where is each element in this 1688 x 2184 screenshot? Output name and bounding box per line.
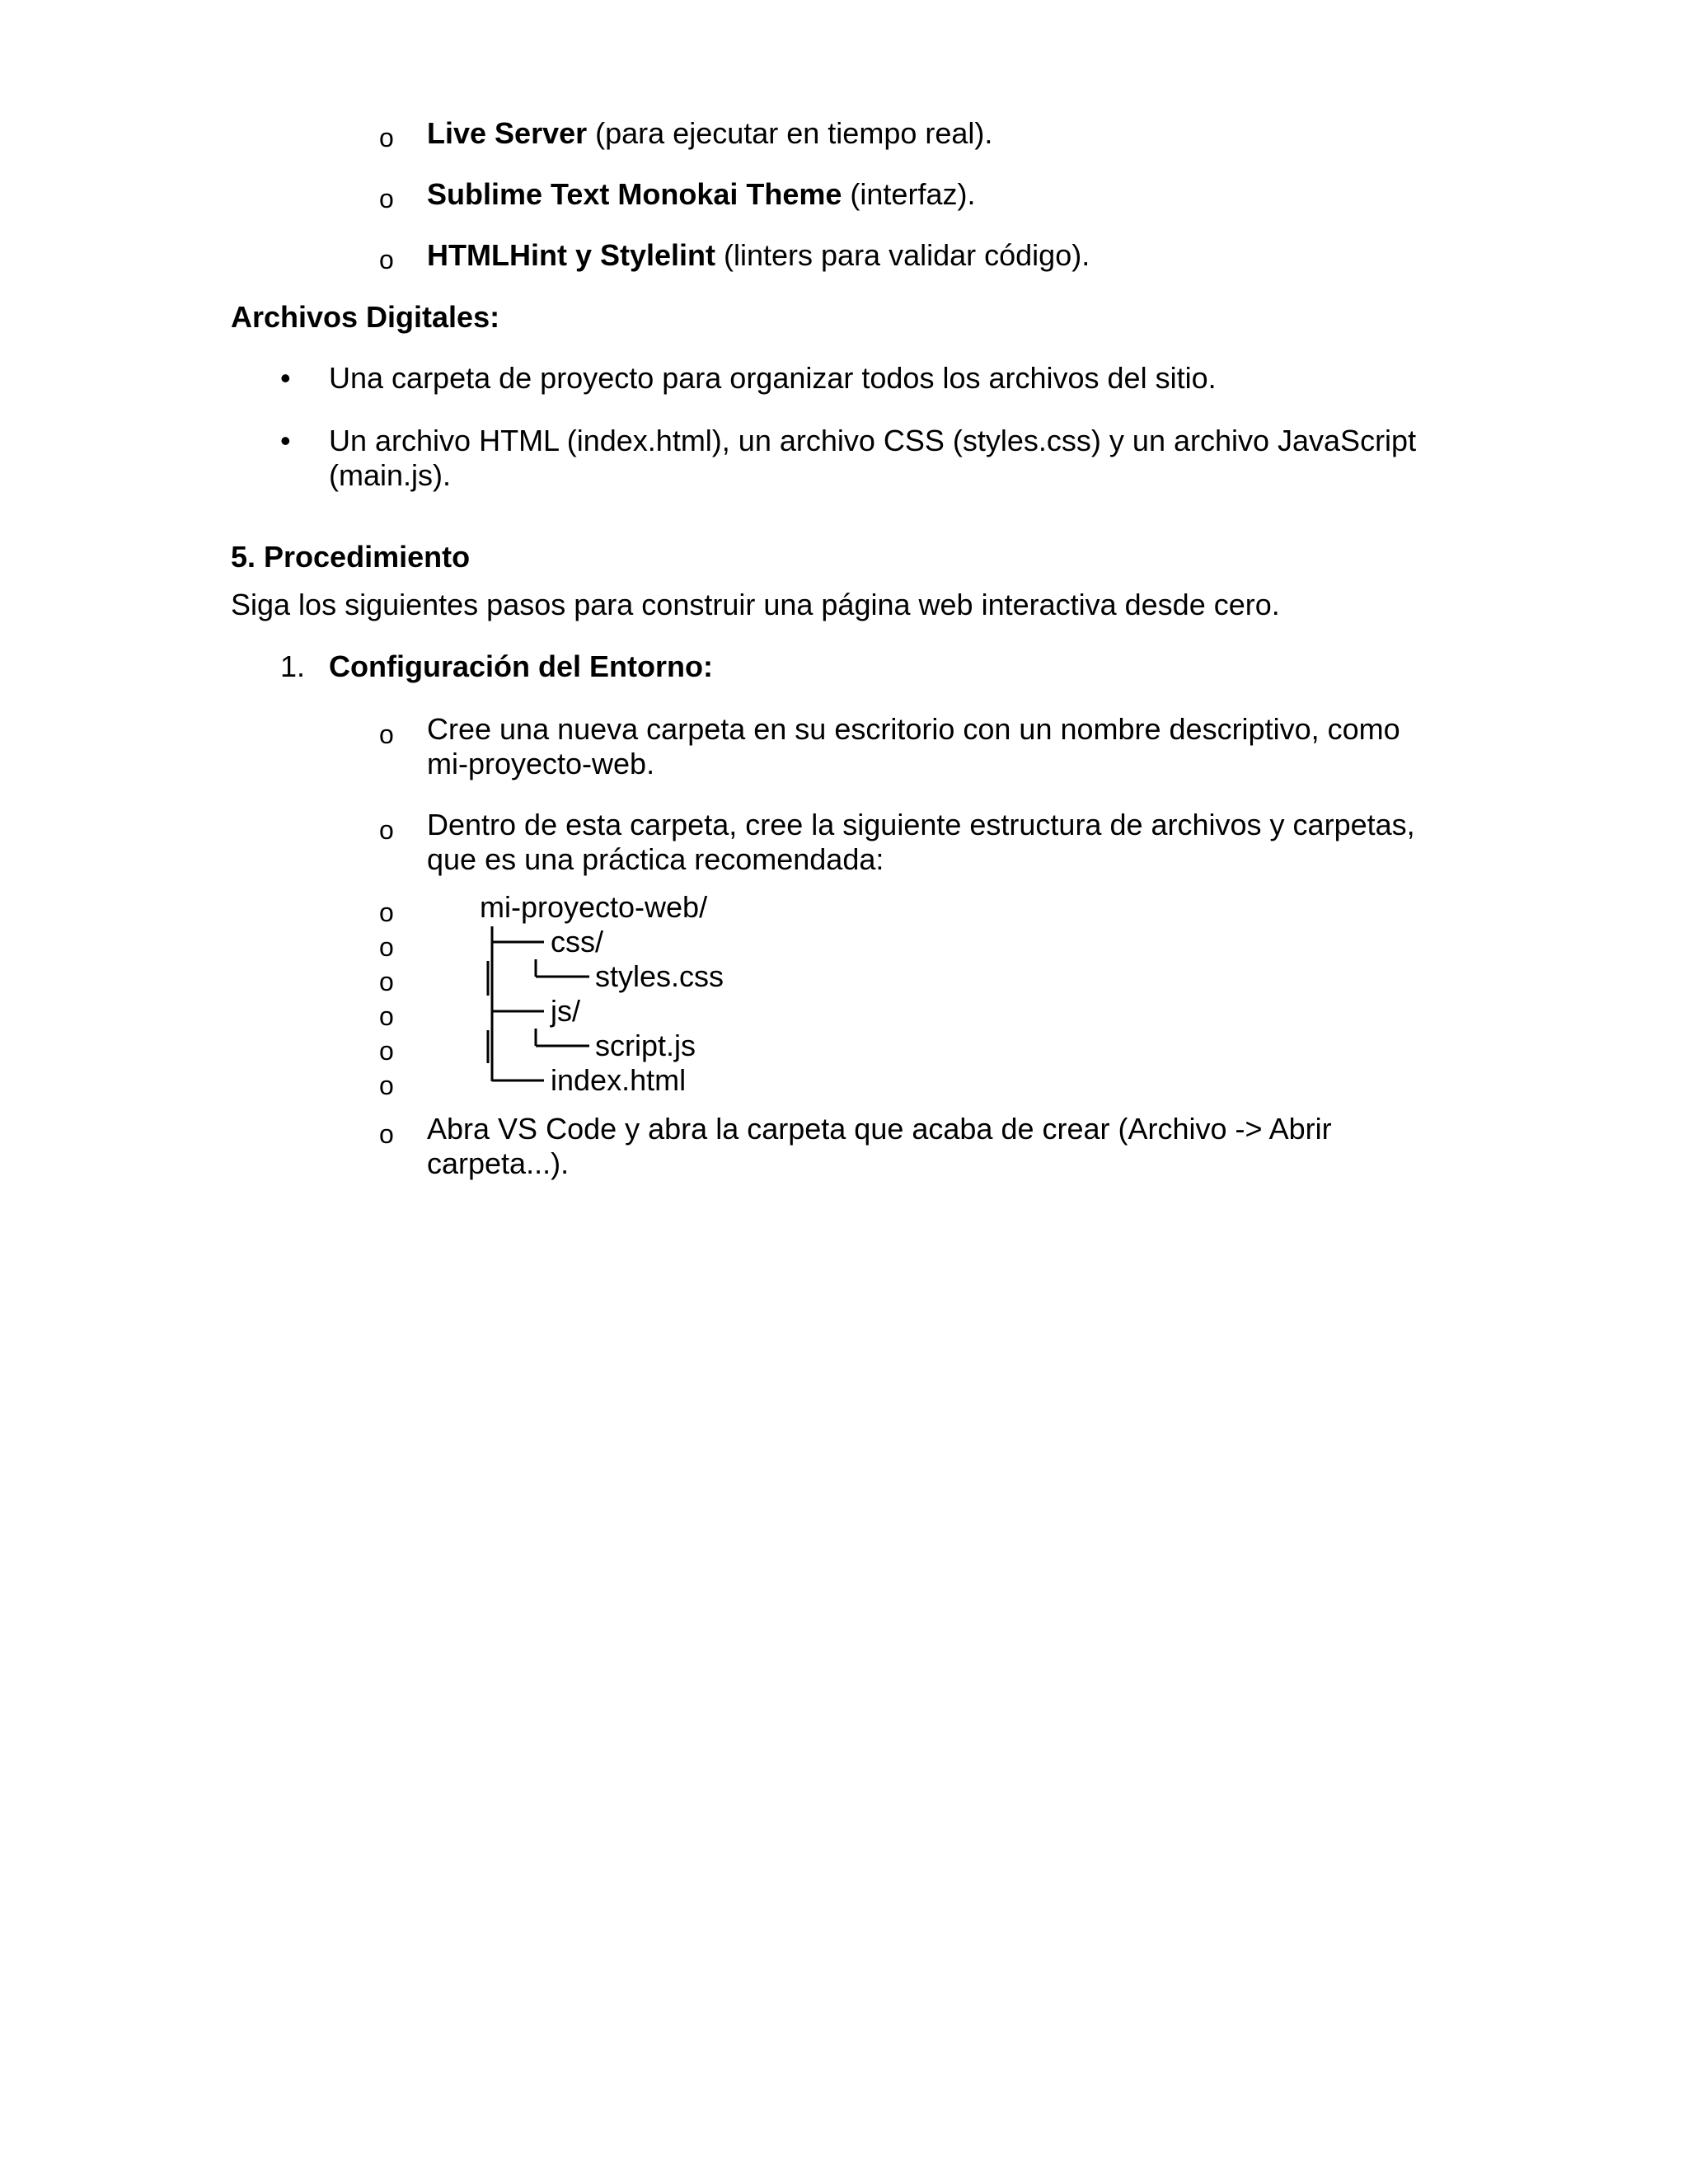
step-number: 1. xyxy=(280,649,306,683)
tree-item-root: mi-proyecto-web/ xyxy=(480,890,708,924)
list-item-line: que es una práctica recomendada: xyxy=(427,842,884,876)
list-item-line: mi-proyecto-web. xyxy=(427,747,655,780)
list-item-line: Cree una nueva carpeta en su escritorio con un nombre descriptivo, como xyxy=(427,712,1400,746)
tree-item: js/ xyxy=(551,994,580,1028)
software-desc: (para ejecutar en tiempo real). xyxy=(587,116,993,150)
sub-bullet: o xyxy=(379,1071,394,1100)
list-item-line: Abra VS Code y abra la carpeta que acaba de crear (Archivo -> Abrir xyxy=(427,1112,1332,1146)
software-name: Live Server xyxy=(427,116,588,150)
tree-item: css/ xyxy=(551,925,604,958)
step-title: Configuración del Entorno: xyxy=(329,649,713,683)
tree-item: styles.css xyxy=(595,959,724,993)
sub-bullet: o xyxy=(379,1036,394,1066)
section-heading: 5. Procedimiento xyxy=(231,540,471,574)
paragraph: Siga los siguientes pasos para construir una página web interactiva desde cero. xyxy=(231,588,1280,621)
sub-bullet: o xyxy=(379,245,394,274)
sub-bullet: o xyxy=(379,815,394,845)
list-item-line: Dentro de esta carpeta, cree la siguiente estructura de archivos y carpetas, xyxy=(427,808,1415,841)
list-item-line: (main.js). xyxy=(329,458,452,492)
section-heading: Archivos Digitales: xyxy=(231,300,500,334)
sub-bullet: o xyxy=(379,932,394,962)
tree-item: script.js xyxy=(595,1029,696,1062)
sub-bullet: o xyxy=(379,123,394,152)
bullet: • xyxy=(280,361,291,395)
sub-bullet: o xyxy=(379,1119,394,1149)
software-desc: (linters para validar código). xyxy=(715,238,1090,272)
bullet: • xyxy=(280,424,291,457)
list-item-line: carpeta...). xyxy=(427,1146,570,1180)
sub-bullet: o xyxy=(379,967,394,996)
software-name: HTMLHint y Stylelint xyxy=(427,238,715,272)
list-item: Una carpeta de proyecto para organizar todos los archivos del sitio. xyxy=(329,361,1217,395)
sub-bullet: o xyxy=(379,184,394,213)
software-desc: (interfaz). xyxy=(842,177,976,211)
software-name: Sublime Text Monokai Theme xyxy=(427,177,842,211)
tree-item: index.html xyxy=(551,1063,687,1097)
sub-bullet: o xyxy=(379,719,394,749)
sub-bullet: o xyxy=(379,898,394,927)
list-item-line: Un archivo HTML (index.html), un archivo CSS (styles.css) y un archivo JavaScript xyxy=(329,424,1417,457)
sub-bullet: o xyxy=(379,1001,394,1031)
